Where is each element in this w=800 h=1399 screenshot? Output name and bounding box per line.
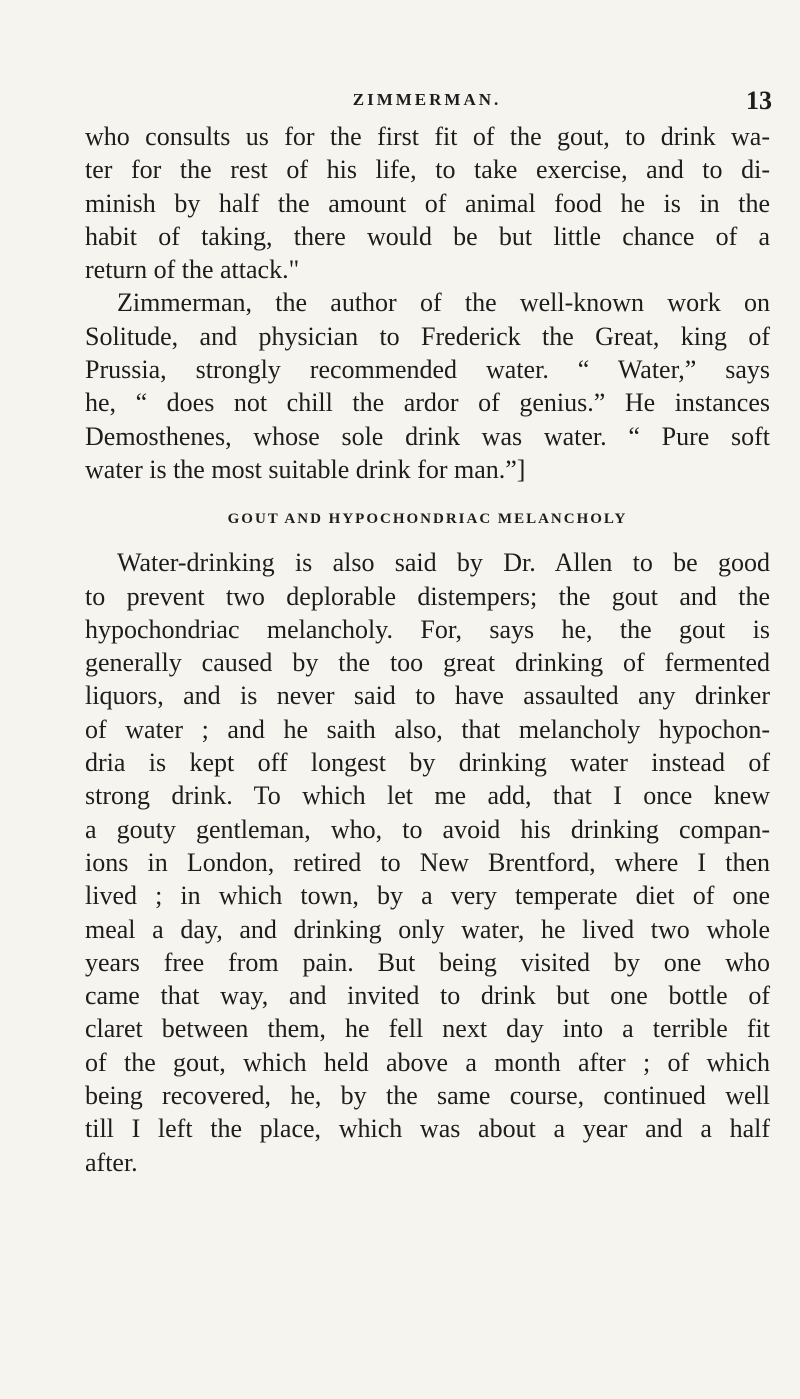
- section-heading: GOUT AND HYPOCHONDRIAC MELANCHOLY: [227, 511, 628, 528]
- text-line: Water-drinking is also said by Dr. Allen to be good: [117, 548, 770, 578]
- text-line: liquors, and is never said to have assaulted any drinker: [85, 681, 770, 711]
- text-line: he, “ does not chill the ardor of genius.” He instances: [85, 388, 770, 418]
- running-title: ZIMMERMAN.: [352, 90, 502, 109]
- text-line: generally caused by the too great drinking of fermented: [85, 648, 770, 678]
- running-head: [82, 86, 772, 116]
- text-line: to prevent two deplorable distempers; the gout and the: [85, 581, 770, 611]
- text-line: Demosthenes, whose sole drink was water. “ Pure soft: [85, 421, 770, 451]
- text-line: hypochondriac melancholy. For, says he, the gout is: [85, 614, 770, 644]
- text-line: ions in London, retired to New Brentford, where I then: [85, 847, 770, 877]
- paragraph: [85, 286, 770, 486]
- text-line: strong drink. To which let me add, that I once knew: [85, 781, 770, 811]
- text-line: who consults us for the first fit of the gout, to drink wa-: [85, 122, 770, 151]
- text-line: after.: [85, 1147, 138, 1177]
- text-line: of water ; and he saith also, that melancholy hypochon-: [85, 714, 770, 744]
- text-line: years free from pain. But being visited by one who: [85, 947, 770, 977]
- text-line: of the gout, which held above a month after ; of which: [85, 1047, 770, 1077]
- text-line: a gouty gentleman, who, to avoid his drinking compan-: [85, 814, 770, 844]
- text-line: claret between them, he fell next day into a terrible fit: [85, 1014, 770, 1044]
- text-line: minish by half the amount of animal food he is in the: [85, 188, 770, 218]
- text-line: came that way, and invited to drink but one bottle of: [85, 981, 770, 1011]
- paragraph: [85, 120, 770, 286]
- text-line: till I left the place, which was about a year and a half: [85, 1114, 770, 1144]
- text-line: water is the most suitable drink for man.”]: [85, 454, 526, 484]
- text-line: lived ; in which town, by a very temperate diet of one: [85, 881, 770, 911]
- text-line: Prussia, strongly recommended water. “ Water,” says: [85, 355, 770, 385]
- text-line: being recovered, he, by the same course, continued well: [85, 1081, 770, 1111]
- text-line: dria is kept off longest by drinking water instead of: [85, 748, 770, 778]
- text-line: habit of taking, there would be but little chance of a: [85, 221, 770, 251]
- paragraph: [85, 546, 770, 1179]
- text-line: ter for the rest of his life, to take exercise, and to di-: [85, 155, 770, 185]
- page-number: 13: [746, 86, 772, 115]
- text-line: Zimmerman, the author of the well-known work on: [117, 288, 770, 318]
- body-text: [85, 120, 770, 1179]
- text-line: return of the attack.": [85, 255, 300, 285]
- text-line: meal a day, and drinking only water, he lived two whole: [85, 914, 770, 944]
- text-line: Solitude, and physician to Frederick the Great, king of: [85, 321, 770, 351]
